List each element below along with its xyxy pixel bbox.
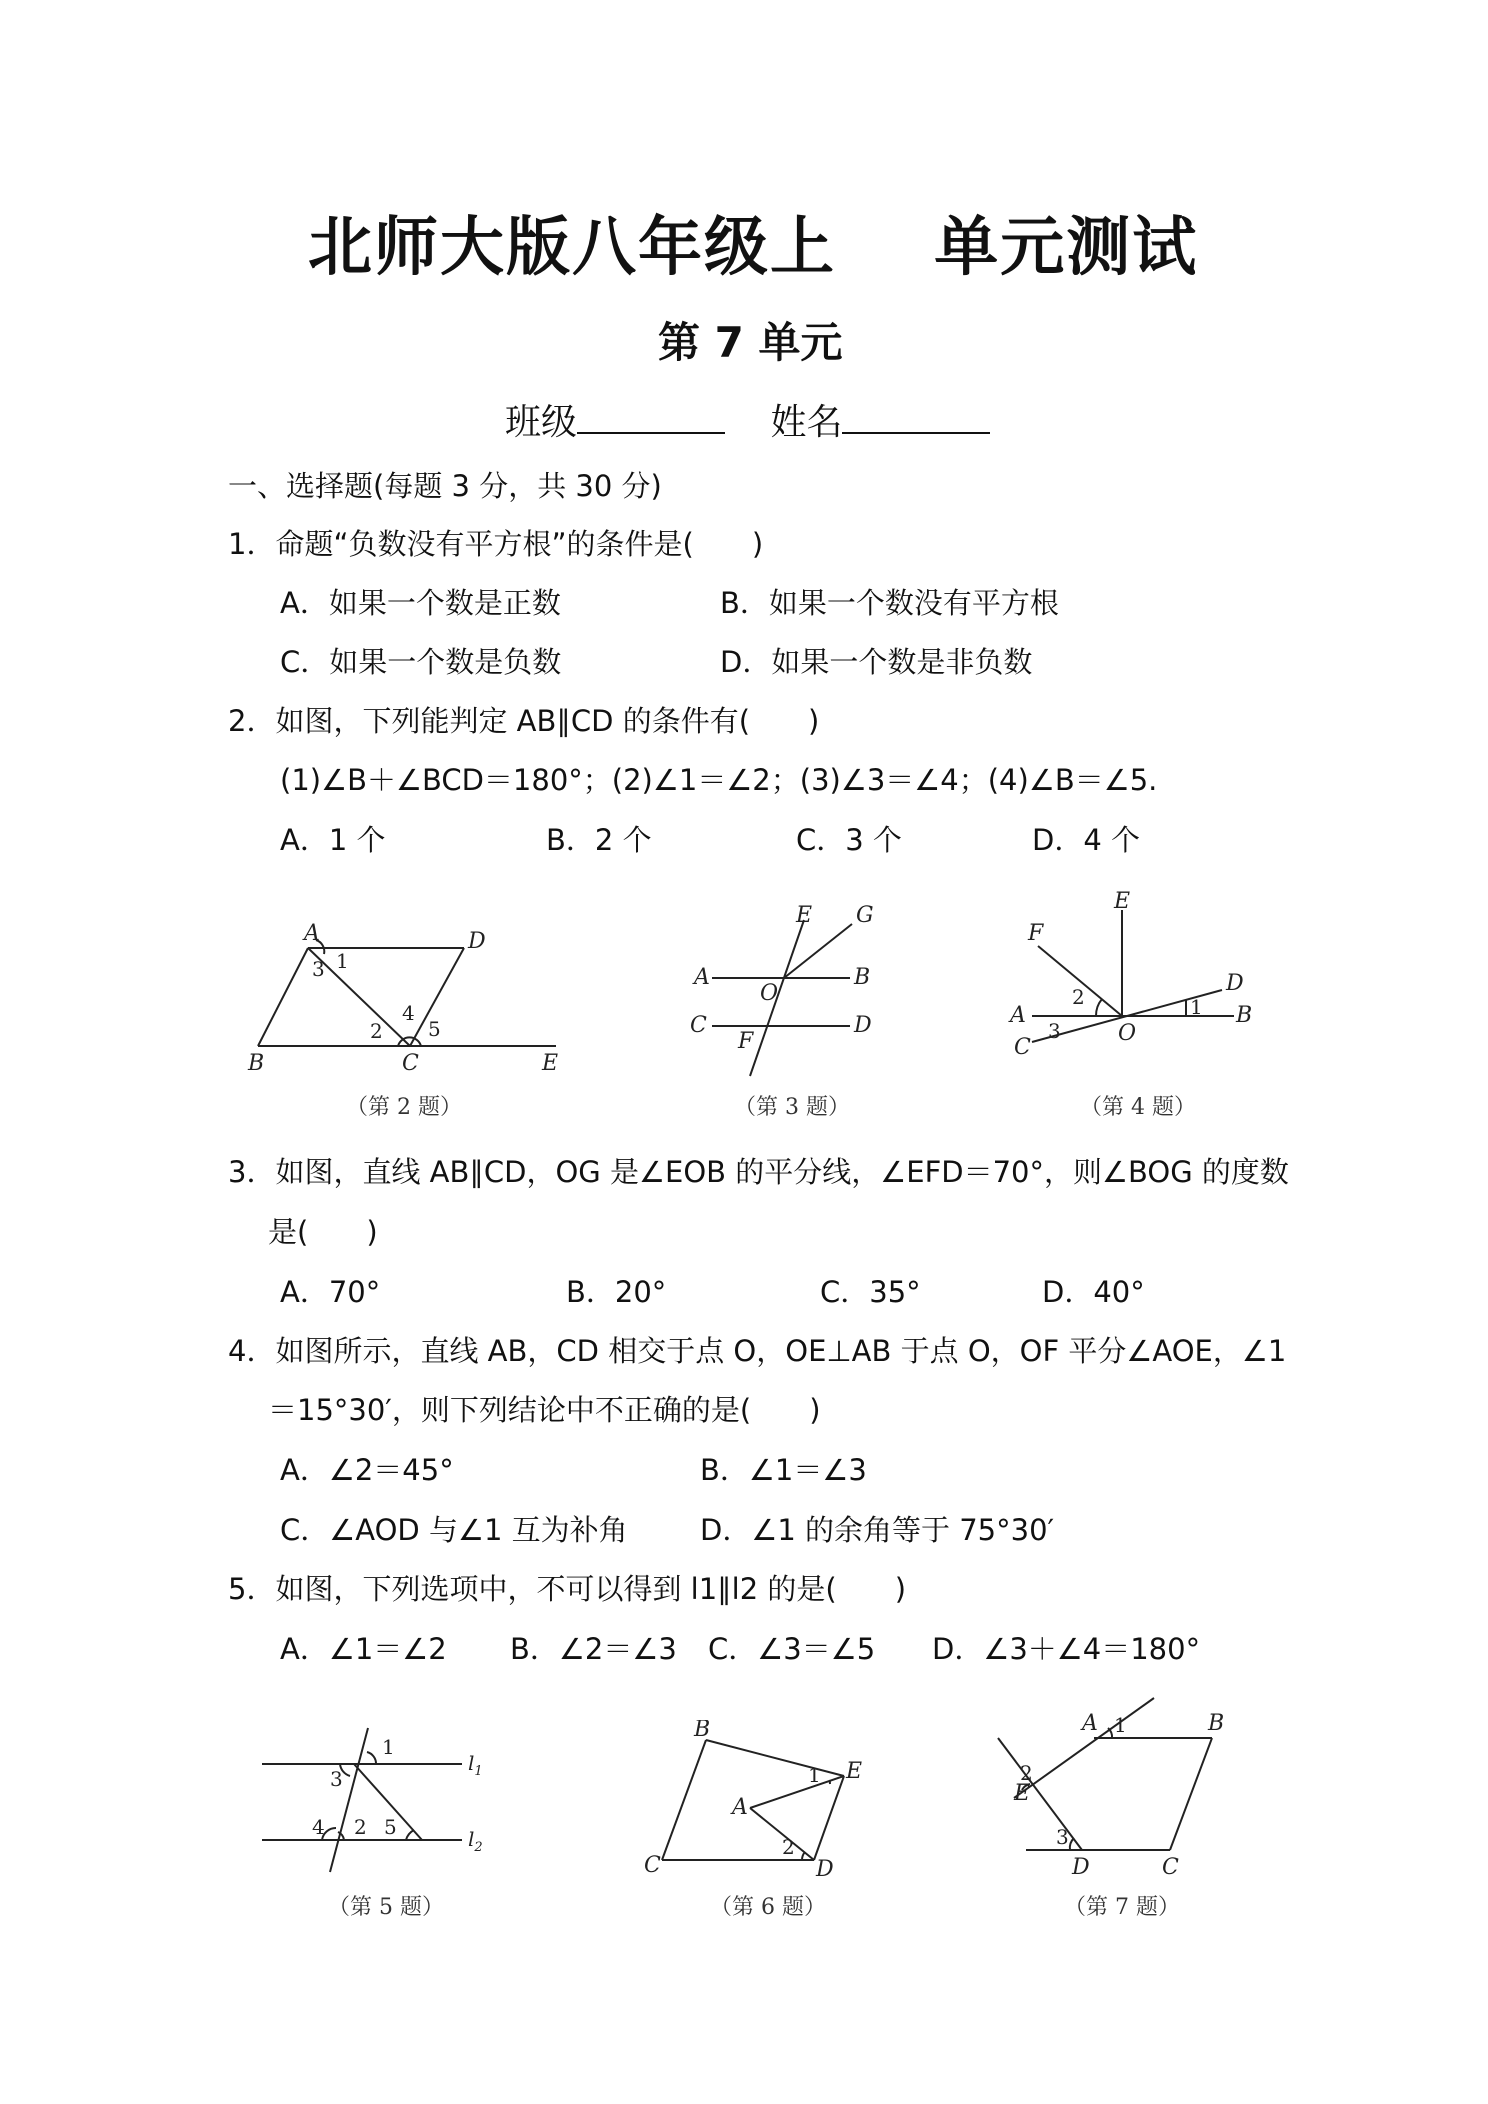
fig6-label-e: E	[846, 1759, 863, 1784]
fig3-label-g: G	[856, 903, 874, 928]
q3-stem: 3．如图，直线 AB∥CD，OG 是∠EOB 的平分线，∠EFD＝70°，则∠BOG 的度数	[228, 1155, 1289, 1189]
q2-stem: 2．如图，下列能判定 AB∥CD 的条件有( )	[228, 704, 820, 738]
title-left: 北师大版八年级上	[308, 211, 836, 285]
fig4-label-c: C	[1014, 1035, 1031, 1060]
title-right: 单元测试	[934, 211, 1199, 285]
fig3-label-d: D	[854, 1013, 872, 1038]
fig4-label-3: 3	[1048, 1019, 1061, 1043]
q4-stem: 4．如图所示，直线 AB，CD 相交于点 O，OE⊥AB 于点 O，OF 平分∠AOE，∠1	[228, 1334, 1287, 1368]
fig2-label-1: 1	[336, 949, 349, 973]
fig7-label-b: B	[1208, 1711, 1225, 1736]
section-heading: 一、选择题(每题 3 分，共 30 分)	[228, 469, 662, 503]
fig7-label-c: C	[1162, 1855, 1179, 1880]
q3-stem-cont: 是( )	[268, 1215, 378, 1249]
fig6-label-2: 2	[782, 1835, 795, 1859]
q2-option-a: A．1 个	[280, 823, 386, 857]
fig5-caption: （第 5 题）	[328, 1895, 444, 1920]
q5-option-b: B．∠2＝∠3	[510, 1632, 677, 1666]
fig2-label-e: E	[542, 1051, 559, 1076]
q3-option-d: D．40°	[1042, 1275, 1145, 1309]
fig7-caption: （第 7 题）	[1064, 1895, 1180, 1920]
class-name-line	[505, 394, 990, 445]
fig3-caption: （第 3 题）	[734, 1095, 850, 1120]
class-blank	[577, 402, 725, 434]
name-blank	[842, 402, 990, 434]
fig7-label-e: E	[1014, 1781, 1031, 1806]
figure-q3	[680, 900, 900, 1090]
fig3-label-f: F	[738, 1029, 754, 1054]
q3-option-c: C．35°	[820, 1275, 921, 1309]
fig5-label-5: 5	[384, 1815, 397, 1839]
q2-option-b: B．2 个	[546, 823, 652, 857]
q3-option-b: B．20°	[566, 1275, 667, 1309]
q1-option-b: B．如果一个数没有平方根	[720, 586, 1059, 620]
q5-stem: 5．如图，下列选项中，不可以得到 l1∥l2 的是( )	[228, 1572, 907, 1606]
q5-option-c: C．∠3＝∠5	[708, 1632, 876, 1666]
fig2-caption: （第 2 题）	[346, 1095, 462, 1120]
q2-conditions: (1)∠B＋∠BCD＝180°；(2)∠1＝∠2；(3)∠3＝∠4；(4)∠B＝∠5.	[280, 763, 1158, 797]
fig7-label-d: D	[1072, 1855, 1090, 1880]
q3-option-a: A．70°	[280, 1275, 381, 1309]
fig5-label-l2: $l_2$	[468, 1827, 483, 1855]
page-title	[308, 196, 1198, 288]
fig2-label-4: 4	[402, 1001, 415, 1025]
fig4-label-e: E	[1114, 890, 1131, 914]
q1-option-c: C．如果一个数是负数	[280, 645, 562, 679]
fig2-label-a: A	[304, 921, 320, 946]
q1-option-d: D．如果一个数是非负数	[720, 645, 1033, 679]
q4-stem-cont: ＝15°30′，则下列结论中不正确的是( )	[268, 1393, 821, 1427]
fig7-label-a: A	[1082, 1711, 1098, 1736]
fig6-label-a: A	[732, 1795, 748, 1820]
fig4-label-1: 1	[1190, 995, 1203, 1019]
fig3-label-o: O	[760, 981, 779, 1006]
fig3-label-a: A	[694, 965, 710, 990]
figure-q5	[250, 1720, 510, 1890]
fig2-label-d: D	[468, 929, 486, 954]
fig5-label-2: 2	[354, 1815, 367, 1839]
q1-option-a: A．如果一个数是正数	[280, 586, 561, 620]
fig6-label-c: C	[644, 1853, 661, 1878]
fig4-label-a: A	[1010, 1003, 1026, 1028]
fig4-label-d: D	[1226, 971, 1244, 996]
fig3-label-b: B	[854, 965, 871, 990]
figure-q7	[990, 1690, 1250, 1890]
fig7-label-1: 1	[1114, 1713, 1127, 1737]
fig5-label-l1: $l_1$	[468, 1751, 483, 1779]
figure-q4	[1000, 890, 1270, 1070]
fig2-label-3: 3	[312, 957, 325, 981]
q4-option-a: A．∠2＝45°	[280, 1453, 454, 1487]
fig2-label-c: C	[402, 1051, 419, 1076]
fig4-label-2: 2	[1072, 985, 1085, 1009]
q4-option-b: B．∠1＝∠3	[700, 1453, 867, 1487]
q5-option-d: D．∠3＋∠4＝180°	[932, 1632, 1201, 1666]
fig2-label-5: 5	[428, 1017, 441, 1041]
fig2-label-b: B	[248, 1051, 265, 1076]
q4-option-d: D．∠1 的余角等于 75°30′	[700, 1513, 1055, 1547]
q5-option-a: A．∠1＝∠2	[280, 1632, 447, 1666]
fig4-label-b: B	[1236, 1003, 1253, 1028]
fig6-caption: （第 6 题）	[710, 1895, 826, 1920]
fig3-label-c: C	[690, 1013, 707, 1038]
fig6-label-d: D	[816, 1857, 834, 1882]
fig5-label-4: 4	[312, 1815, 325, 1839]
fig7-label-3: 3	[1056, 1825, 1069, 1849]
figure-q6	[640, 1720, 870, 1890]
q4-option-c: C．∠AOD 与∠1 互为补角	[280, 1513, 628, 1547]
fig4-label-o: O	[1118, 1021, 1137, 1046]
fig4-caption: （第 4 题）	[1080, 1095, 1196, 1120]
fig3-label-e: E	[796, 903, 813, 928]
fig2-label-2: 2	[370, 1019, 383, 1043]
fig6-label-1: 1	[808, 1763, 821, 1787]
unit-heading: 第 7 单元	[658, 318, 843, 367]
q2-option-c: C．3 个	[796, 823, 902, 857]
fig6-label-b: B	[694, 1720, 711, 1742]
fig5-label-3: 3	[330, 1767, 343, 1791]
q2-option-d: D．4 个	[1032, 823, 1140, 857]
fig5-label-1: 1	[382, 1735, 395, 1759]
fig4-label-f: F	[1028, 921, 1044, 946]
q1-stem: 1．命题“负数没有平方根”的条件是( )	[228, 527, 764, 561]
class-label: 班级	[505, 402, 578, 443]
fig7-label-2: 2	[1020, 1761, 1033, 1785]
name-label: 姓名	[770, 402, 843, 443]
